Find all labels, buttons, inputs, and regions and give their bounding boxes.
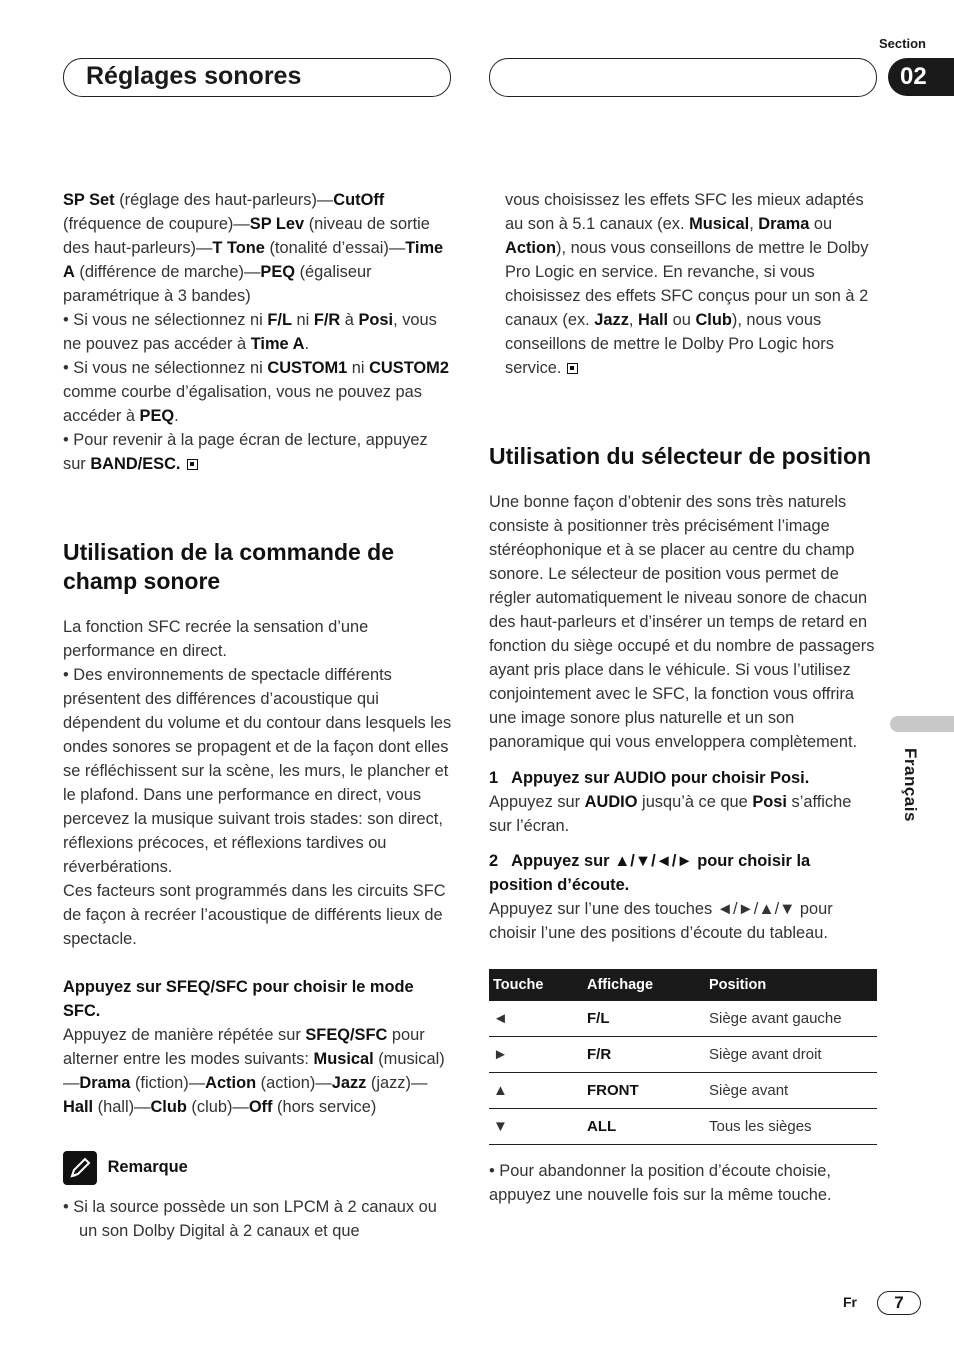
- text: (musical)—: [63, 1050, 445, 1092]
- text: ou: [668, 311, 696, 329]
- time-a-label: Time A: [250, 335, 305, 353]
- end-mark-icon: [567, 363, 578, 374]
- step-2: 2 Appuyez sur ▲/▼/◄/► pour choisir la position d’écoute.: [489, 852, 815, 894]
- text: ,: [749, 215, 759, 233]
- text: • Pour revenir à la page écran de lecture, appuyez sur: [63, 431, 428, 473]
- text: ni: [291, 311, 314, 329]
- col-touche: Touche: [489, 969, 583, 1001]
- position-cell: Tous les sièges: [705, 1109, 877, 1145]
- t-tone-desc: (tonalité d’essai)—: [264, 239, 406, 257]
- table-header-row: [489, 969, 877, 1001]
- jazz-label: Jazz: [594, 311, 629, 329]
- sp-set: SP Set: [63, 191, 115, 209]
- text: vous choisissez les effets SFC les mieux adaptés au son à 5.1 canaux (ex.: [505, 191, 864, 233]
- text: .: [174, 407, 179, 425]
- header-title-box: [63, 58, 451, 97]
- section-number-text: 02: [900, 63, 927, 90]
- key-cell: ▼: [489, 1109, 583, 1145]
- display-cell: F/R: [583, 1037, 705, 1073]
- key-cell: ◄: [489, 1001, 583, 1037]
- position-table: [489, 969, 877, 1145]
- footer-lang-code: Fr: [843, 1294, 857, 1310]
- text: (fiction)—: [130, 1074, 206, 1092]
- audio-label: AUDIO: [584, 793, 638, 811]
- drama-label: Drama: [79, 1074, 131, 1092]
- custom1-label: CUSTOM1: [267, 359, 348, 377]
- text: .: [304, 335, 310, 353]
- page-number: 7: [877, 1291, 921, 1315]
- display-cell: FRONT: [583, 1073, 705, 1109]
- musical-label: Musical: [313, 1050, 374, 1068]
- note-bullet: • Si la source possède un son LPCM à 2 canaux ou un son Dolby Digital à 2 canaux et que: [63, 1198, 437, 1240]
- posi-label: Posi: [752, 793, 787, 811]
- club-label: Club: [695, 311, 732, 329]
- text: ), nous vous conseillons de mettre le Dolby Pro Logic en service. En revanche, si vous choisissez des effets SFC conçus pour un son à 2 canaux (ex.: [505, 239, 869, 329]
- text: (club)—: [186, 1098, 249, 1116]
- note-header: [63, 1151, 455, 1185]
- text: ,: [628, 311, 639, 329]
- section-number: [888, 58, 954, 96]
- text: (hall)—: [93, 1098, 151, 1116]
- text: (hors service): [272, 1098, 377, 1116]
- language-label: Français: [901, 748, 920, 822]
- text: Appuyez sur: [489, 793, 585, 811]
- text: ou: [809, 215, 833, 233]
- position-cell: Siège avant droit: [705, 1037, 877, 1073]
- step-1-body: [489, 790, 877, 838]
- end-mark-icon: [187, 459, 198, 470]
- position-cell: Siège avant gauche: [705, 1001, 877, 1037]
- text: comme courbe d’égalisation, vous ne pouvez pas accéder à: [63, 383, 422, 425]
- table-row: [489, 1073, 877, 1109]
- sfc-continuation: [489, 188, 877, 380]
- left-column: [63, 188, 455, 1243]
- heading-position: Utilisation du sélecteur de position: [489, 443, 872, 469]
- sp-lev: SP Lev: [249, 215, 305, 233]
- section-label: Section: [879, 36, 926, 51]
- hall-label: Hall: [63, 1098, 94, 1116]
- jazz-label: Jazz: [331, 1074, 367, 1092]
- off-label: Off: [248, 1098, 273, 1116]
- sp-set-desc: (réglage des haut-parleurs)—: [114, 191, 334, 209]
- band-esc-label: BAND/ESC.: [90, 455, 181, 473]
- table-row: [489, 1109, 877, 1145]
- peq-label: PEQ: [139, 407, 175, 425]
- sp-set-list: [63, 188, 455, 308]
- text: pour alterner entre les modes suivants:: [63, 1026, 425, 1068]
- display-cell: ALL: [583, 1109, 705, 1145]
- sfeq-label: SFEQ/SFC: [305, 1026, 388, 1044]
- table-row: [489, 1037, 877, 1073]
- text: Appuyez de manière répétée sur: [63, 1026, 306, 1044]
- cutoff: CutOff: [333, 191, 385, 209]
- text: à: [340, 311, 359, 329]
- action-label: Action: [505, 239, 556, 257]
- cutoff-desc: (fréquence de coupure)—: [63, 215, 250, 233]
- position-cell: Siège avant: [705, 1073, 877, 1109]
- col-affichage: Affichage: [583, 969, 705, 1001]
- bullet-band: [63, 428, 455, 476]
- time-a-desc: (différence de marche)—: [74, 263, 261, 281]
- text: (jazz)—: [366, 1074, 428, 1092]
- right-column: [489, 188, 877, 1207]
- text: (action)—: [256, 1074, 332, 1092]
- step-2-body: Appuyez sur l’une des touches ◄/►/▲/▼ pour choisir l’une des positions d’écoute du tableau.: [489, 900, 833, 942]
- hall-label: Hall: [638, 311, 669, 329]
- key-cell: ▲: [489, 1073, 583, 1109]
- text: s’affiche sur l’écran.: [489, 793, 852, 835]
- heading-sfc: Utilisation de la commande de champ sonore: [63, 539, 395, 594]
- sfc-bullet: • Des environnements de spectacle différents présentent des différences d’acoustique qui dépendent du volume et du contour dans lesquels les ondes sonores se propagent et de la façon dont elles se réfléchissent sur la scène, les murs, le plancher et le plafond. Dans une performance en direct, vous percevez la musique suivant trois stades: son direct, réflexions précoces, et réflexions tardives ou réverbérations.: [63, 666, 452, 876]
- posi-label: Posi: [358, 311, 394, 329]
- text: , vous ne pouvez pas accéder à: [63, 311, 437, 353]
- step-1: 1 Appuyez sur AUDIO pour choisir Posi.: [489, 769, 810, 787]
- step-sfc-body: [63, 1023, 455, 1119]
- display-cell: F/L: [583, 1001, 705, 1037]
- language-tab-marker: [890, 716, 954, 732]
- t-tone: T Tone: [212, 239, 265, 257]
- bullet-posi: [63, 308, 455, 356]
- drama-label: Drama: [758, 215, 810, 233]
- action-label: Action: [205, 1074, 257, 1092]
- fr-label: F/R: [313, 311, 341, 329]
- peq-desc: (égaliseur paramétrique à 3 bandes): [63, 263, 372, 305]
- table-row: [489, 1001, 877, 1037]
- club-label: Club: [150, 1098, 187, 1116]
- text: jusqu’à ce que: [637, 793, 753, 811]
- sfc-programmed: Ces facteurs sont programmés dans les circuits SFC de façon à recréer l’acoustique de différents lieux de spectacle.: [63, 882, 446, 948]
- fl-label: F/L: [267, 311, 292, 329]
- musical-label: Musical: [689, 215, 750, 233]
- text: ni: [347, 359, 370, 377]
- text: ), nous vous conseillons de mettre le Dolby Pro Logic hors service.: [505, 311, 834, 377]
- col-position: Position: [705, 969, 877, 1001]
- sfc-intro: La fonction SFC recrée la sensation d’une performance en direct.: [63, 618, 369, 660]
- abandon-bullet: • Pour abandonner la position d’écoute choisie, appuyez une nouvelle fois sur la même touche.: [489, 1162, 832, 1204]
- time-a: Time A: [63, 239, 444, 281]
- custom2-label: CUSTOM2: [369, 359, 449, 377]
- header-empty-box: [489, 58, 877, 97]
- sp-lev-desc: (niveau de sortie des haut-parleurs)—: [63, 215, 430, 257]
- key-cell: ►: [489, 1037, 583, 1073]
- text: • Si vous ne sélectionnez ni: [63, 311, 268, 329]
- note-title: Remarque: [107, 1158, 188, 1177]
- text: • Si vous ne sélectionnez ni: [63, 359, 268, 377]
- page-title: Réglages sonores: [86, 62, 302, 90]
- bullet-custom: [63, 356, 455, 428]
- note-pencil-icon: [63, 1151, 97, 1185]
- position-intro: Une bonne façon d’obtenir des sons très naturels consiste à positionner très précisément l’image stéréophonique et à se placer au centre du champ sonore. Le sélecteur de position vous permet de régler automatiquement le niveau sonore de chacun des haut-parleurs et d’insérer un temps de retard en fonction du siège occupé et du nombre de passagers ayant pris place dans le véhicule. Si vous l’utilisez conjointement avec le SFC, la fonction vous offrira une image sonore plus naturelle et un son panoramique qui vous enveloppera complètement.: [489, 493, 875, 751]
- peq: PEQ: [260, 263, 296, 281]
- step-sfc: Appuyez sur SFEQ/SFC pour choisir le mode SFC.: [63, 978, 414, 1020]
